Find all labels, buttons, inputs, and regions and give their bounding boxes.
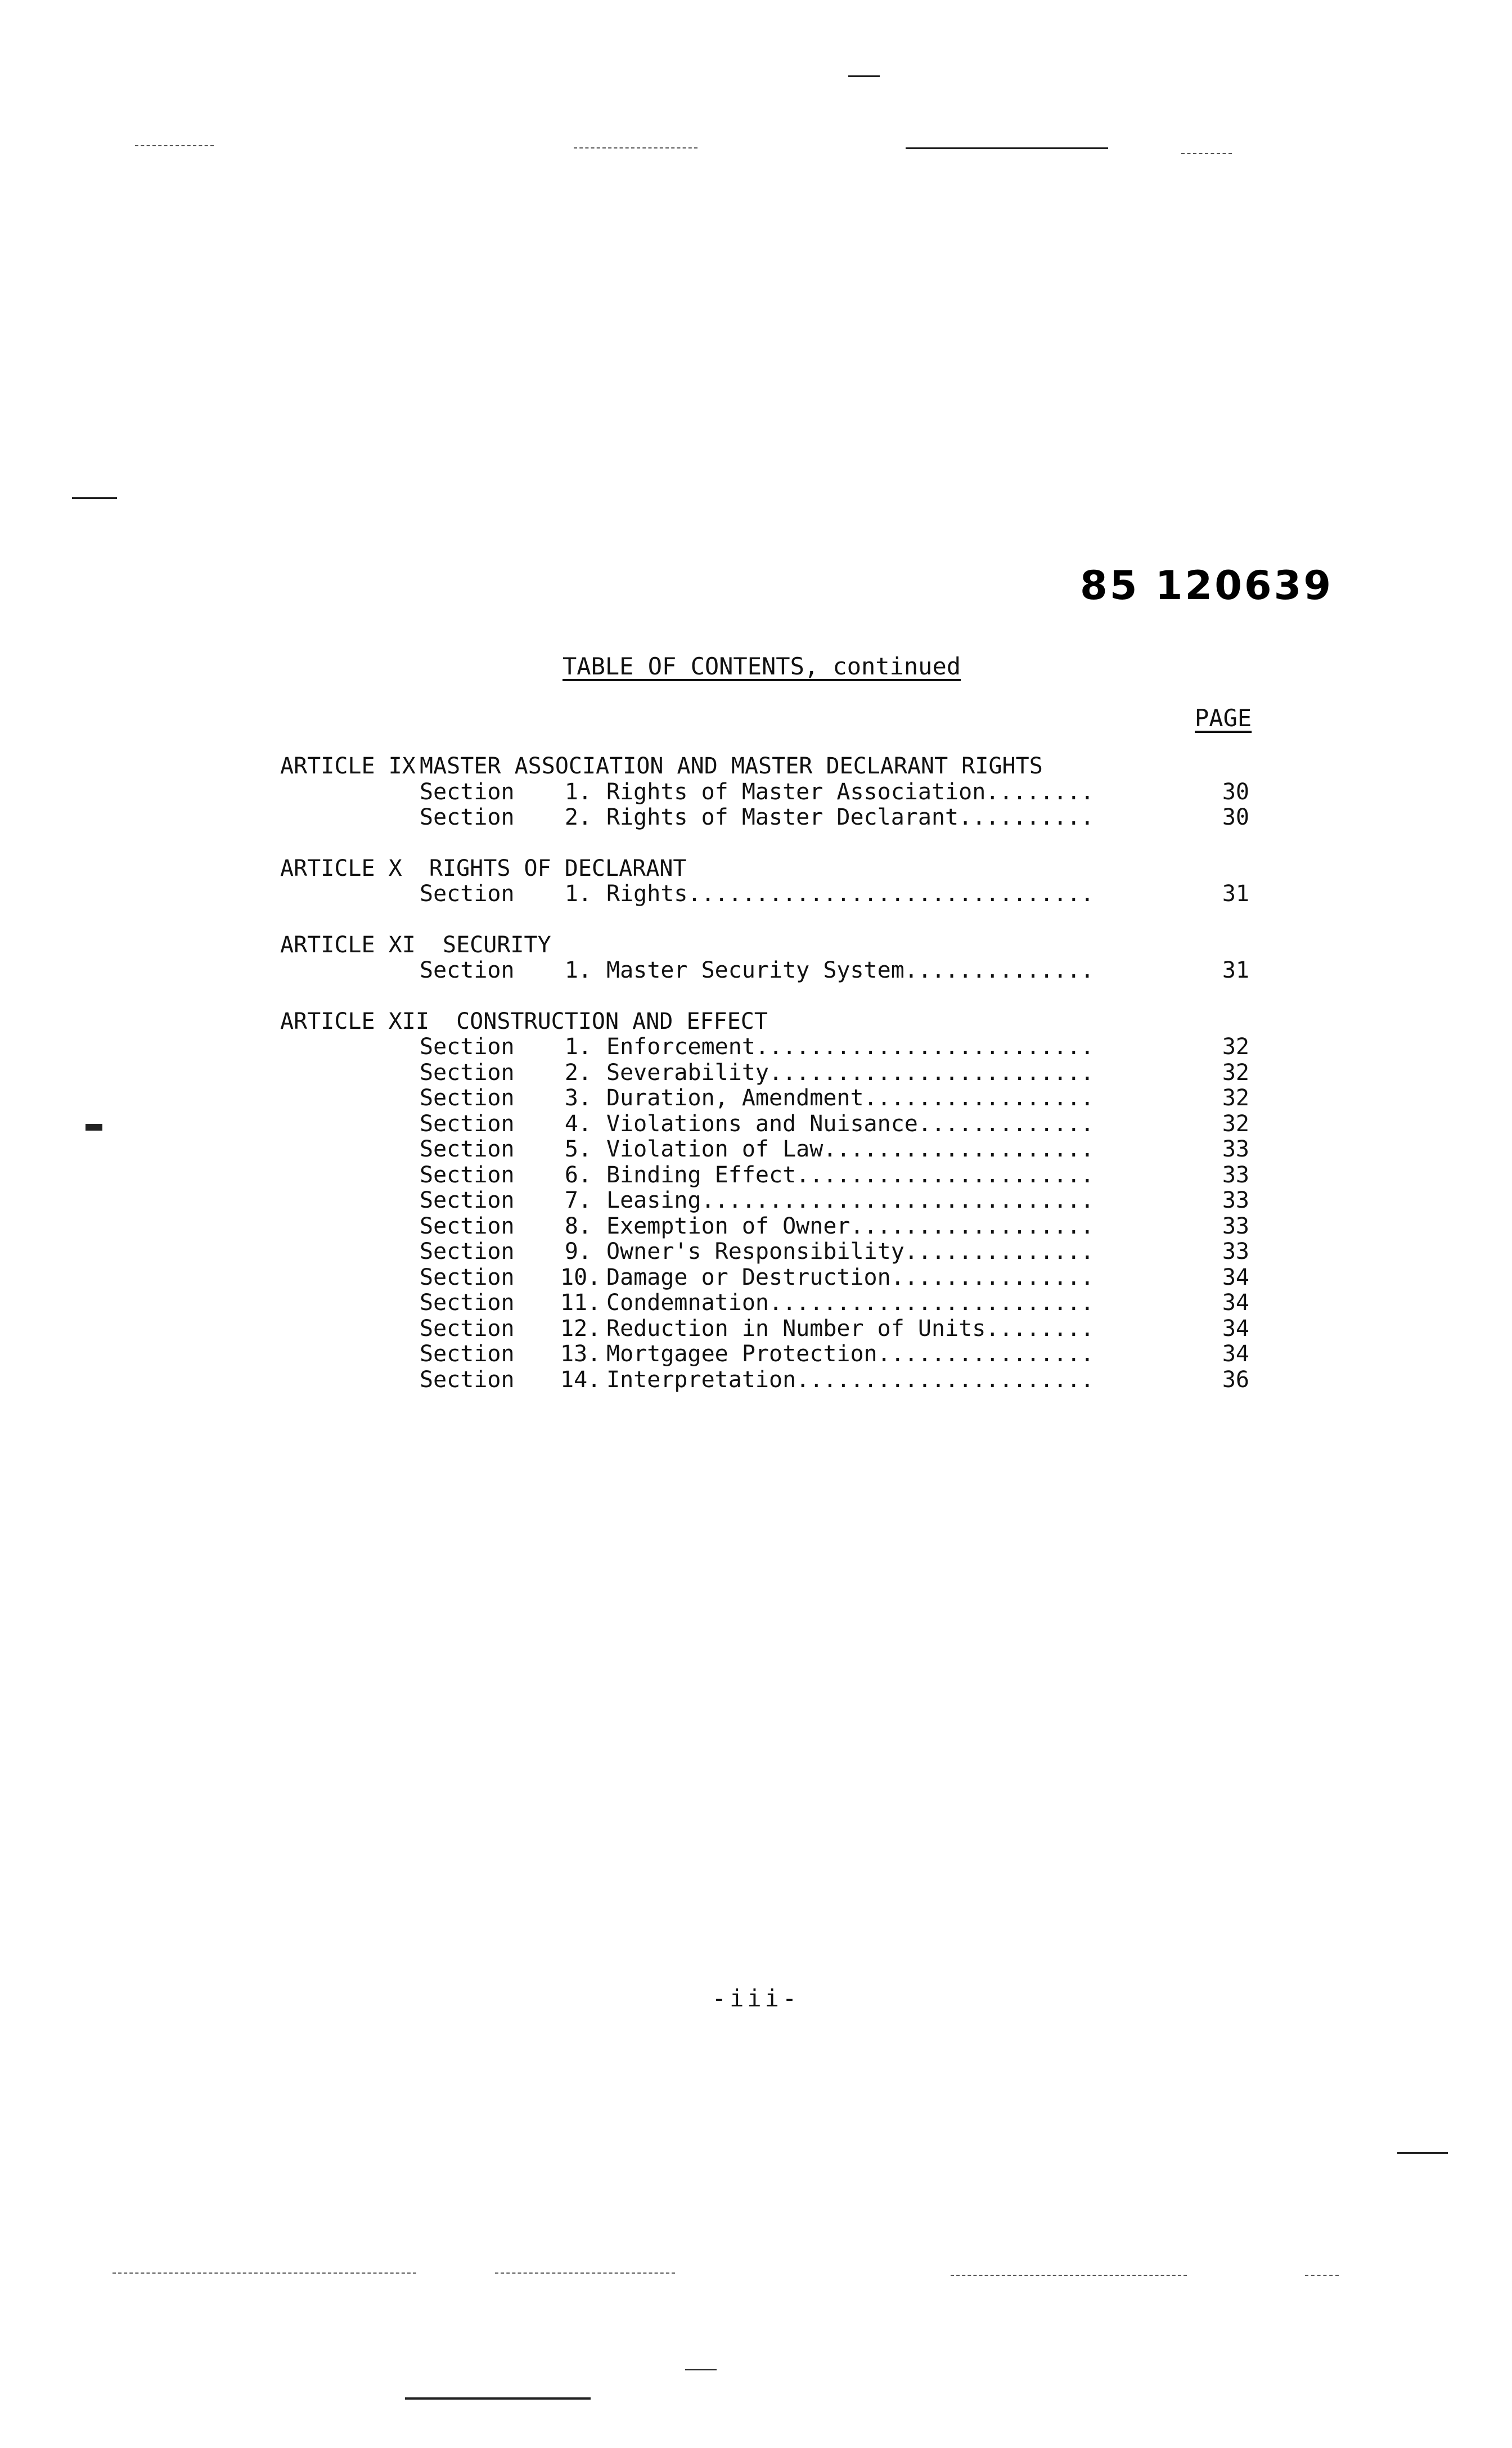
section-number: 14.: [560, 1366, 601, 1393]
article-ix: [280, 754, 1270, 831]
dot-leader: ................: [877, 1342, 1094, 1367]
article-title: MASTER ASSOCIATION AND MASTER DECLARANT RIGHTS: [420, 753, 1043, 779]
scan-mark: [72, 497, 117, 499]
section-title: Reduction in Number of Units: [606, 1316, 986, 1342]
dot-leader: ........................: [768, 1290, 1094, 1316]
scan-mark: [685, 2369, 717, 2370]
dot-leader: .............: [917, 1111, 1094, 1137]
section-number: 12.: [560, 1315, 601, 1342]
scan-mark: [495, 2272, 675, 2274]
toc-entry[interactable]: [280, 1137, 1270, 1163]
dot-leader: ........: [986, 779, 1094, 805]
scan-mark: [135, 145, 214, 146]
section-number: 1.: [564, 1034, 592, 1060]
section-word: Section: [420, 1366, 515, 1393]
section-word: Section: [420, 1136, 515, 1162]
section-number: 13.: [560, 1341, 601, 1367]
article-title: CONSTRUCTION AND EFFECT: [456, 1008, 768, 1034]
page-number: 34: [1222, 1341, 1249, 1367]
page-folio: -iii-: [712, 1984, 800, 2012]
toc-title: TABLE OF CONTENTS, continued: [562, 652, 961, 680]
section-title: Rights of Master Declarant: [606, 805, 959, 830]
scan-mark: [86, 1124, 102, 1131]
section-number: 1.: [564, 881, 592, 907]
page-number: 31: [1222, 957, 1249, 983]
toc-entry[interactable]: [280, 1034, 1270, 1060]
dot-leader: ..........: [958, 805, 1094, 830]
section-title: Leasing: [606, 1188, 701, 1213]
dot-leader: ........: [986, 1316, 1094, 1342]
toc-entry[interactable]: [280, 1086, 1270, 1112]
toc-entry[interactable]: [280, 1265, 1270, 1291]
page-number: 33: [1222, 1136, 1249, 1162]
dot-leader: ..................: [850, 1213, 1094, 1239]
section-number: 4.: [564, 1110, 592, 1137]
page-number: 31: [1222, 881, 1249, 907]
section-number: 1.: [564, 957, 592, 983]
toc-entry[interactable]: [280, 881, 1270, 907]
section-title: Condemnation: [606, 1290, 769, 1316]
page-number: 33: [1222, 1187, 1249, 1213]
toc-entry[interactable]: [280, 1239, 1270, 1265]
section-word: Section: [420, 1315, 515, 1342]
section-word: Section: [420, 957, 515, 983]
dot-leader: .................: [863, 1086, 1094, 1111]
section-title: Binding Effect: [606, 1162, 796, 1188]
section-word: Section: [420, 1162, 515, 1188]
dot-leader: ....................: [823, 1137, 1094, 1162]
article-label: ARTICLE IX: [280, 753, 416, 779]
toc-entry[interactable]: [280, 1342, 1270, 1367]
section-word: Section: [420, 1264, 515, 1290]
page-number: 34: [1222, 1264, 1249, 1290]
section-word: Section: [420, 1034, 515, 1060]
page-number: 33: [1222, 1162, 1249, 1188]
section-word: Section: [420, 1290, 515, 1316]
article-heading: [280, 933, 1270, 958]
section-title: Rights: [606, 881, 688, 907]
article-label: ARTICLE XI: [280, 932, 416, 958]
section-title: Mortgagee Protection: [606, 1342, 878, 1367]
section-title: Damage or Destruction: [606, 1264, 891, 1290]
section-word: Section: [420, 1239, 515, 1264]
article-label: ARTICLE X: [280, 855, 402, 881]
section-number: 2.: [564, 1059, 592, 1086]
toc-entry[interactable]: [280, 1188, 1270, 1214]
dot-leader: ........................: [768, 1060, 1094, 1086]
page-number: 32: [1222, 1085, 1249, 1111]
scan-mark: [574, 147, 698, 148]
section-word: Section: [420, 1341, 515, 1367]
section-number: 7.: [564, 1187, 592, 1213]
section-word: Section: [420, 804, 515, 830]
toc-entry[interactable]: [280, 1163, 1270, 1189]
scan-mark: [906, 147, 1108, 149]
page-number: 33: [1222, 1213, 1249, 1239]
page-column-heading: PAGE: [1195, 704, 1252, 732]
article-x: [280, 856, 1270, 907]
toc-entry[interactable]: [280, 780, 1270, 806]
section-word: Section: [420, 1085, 515, 1111]
section-number: 9.: [564, 1239, 592, 1264]
toc-entry[interactable]: [280, 1290, 1270, 1316]
page-number: 33: [1222, 1239, 1249, 1264]
article-heading: [280, 856, 1270, 882]
page-number: 30: [1222, 778, 1249, 805]
section-title: Owner's Responsibility: [606, 1239, 904, 1264]
section-number: 11.: [560, 1290, 601, 1316]
section-title: Exemption of Owner: [606, 1213, 850, 1239]
section-title: Enforcement: [606, 1034, 755, 1060]
section-word: Section: [420, 1059, 515, 1086]
section-number: 1.: [564, 778, 592, 805]
scan-mark: [112, 2272, 416, 2274]
section-title: Rights of Master Association: [606, 779, 986, 805]
table-of-contents: [280, 754, 1270, 1418]
toc-entry[interactable]: [280, 1060, 1270, 1086]
dot-leader: ..............................: [687, 881, 1094, 907]
section-title: Duration, Amendment: [606, 1086, 864, 1111]
dot-leader: ......................: [796, 1162, 1094, 1188]
section-word: Section: [420, 1110, 515, 1137]
scan-mark: [951, 2275, 1187, 2276]
scan-mark: [405, 2397, 591, 2400]
dot-leader: ..............: [904, 1239, 1094, 1264]
page-number: 32: [1222, 1034, 1249, 1060]
article-heading: [280, 754, 1270, 780]
section-number: 8.: [564, 1213, 592, 1239]
dot-leader: ......................: [796, 1367, 1094, 1393]
section-word: Section: [420, 881, 515, 907]
toc-entry[interactable]: [280, 1316, 1270, 1342]
toc-entry[interactable]: [280, 958, 1270, 984]
page-number: 32: [1222, 1059, 1249, 1086]
section-title: Violation of Law: [606, 1137, 824, 1162]
document-number: 85 120639: [1080, 562, 1334, 609]
section-title: Interpretation: [606, 1367, 796, 1393]
toc-entry[interactable]: [280, 1214, 1270, 1240]
toc-entry[interactable]: [280, 1112, 1270, 1137]
section-word: Section: [420, 1187, 515, 1213]
scan-mark: [1305, 2275, 1339, 2276]
section-number: 6.: [564, 1162, 592, 1188]
page-number: 34: [1222, 1290, 1249, 1316]
article-xii: [280, 1009, 1270, 1393]
article-label: ARTICLE XII: [280, 1008, 429, 1034]
section-number: 3.: [564, 1085, 592, 1111]
toc-entry[interactable]: [280, 805, 1270, 831]
dot-leader: ..............: [904, 958, 1094, 983]
section-title: Severability: [606, 1060, 769, 1086]
article-xi: [280, 933, 1270, 984]
article-heading: [280, 1009, 1270, 1035]
section-word: Section: [420, 1213, 515, 1239]
scan-mark: [1397, 2152, 1448, 2154]
dot-leader: ...............: [890, 1264, 1094, 1290]
page-number: 36: [1222, 1366, 1249, 1393]
page-number: 34: [1222, 1315, 1249, 1342]
scan-mark: [1181, 153, 1232, 154]
article-title: RIGHTS OF DECLARANT: [429, 855, 687, 881]
dot-leader: .........................: [755, 1034, 1094, 1060]
scan-mark: [848, 75, 880, 77]
section-word: Section: [420, 778, 515, 805]
section-title: Master Security System: [606, 958, 904, 983]
dot-leader: .............................: [701, 1188, 1094, 1213]
page-number: 30: [1222, 804, 1249, 830]
article-title: SECURITY: [443, 932, 551, 958]
section-number: 10.: [560, 1264, 601, 1290]
toc-entry[interactable]: [280, 1367, 1270, 1393]
section-title: Violations and Nuisance: [606, 1111, 918, 1137]
section-number: 5.: [564, 1136, 592, 1162]
section-number: 2.: [564, 804, 592, 830]
page-number: 32: [1222, 1110, 1249, 1137]
